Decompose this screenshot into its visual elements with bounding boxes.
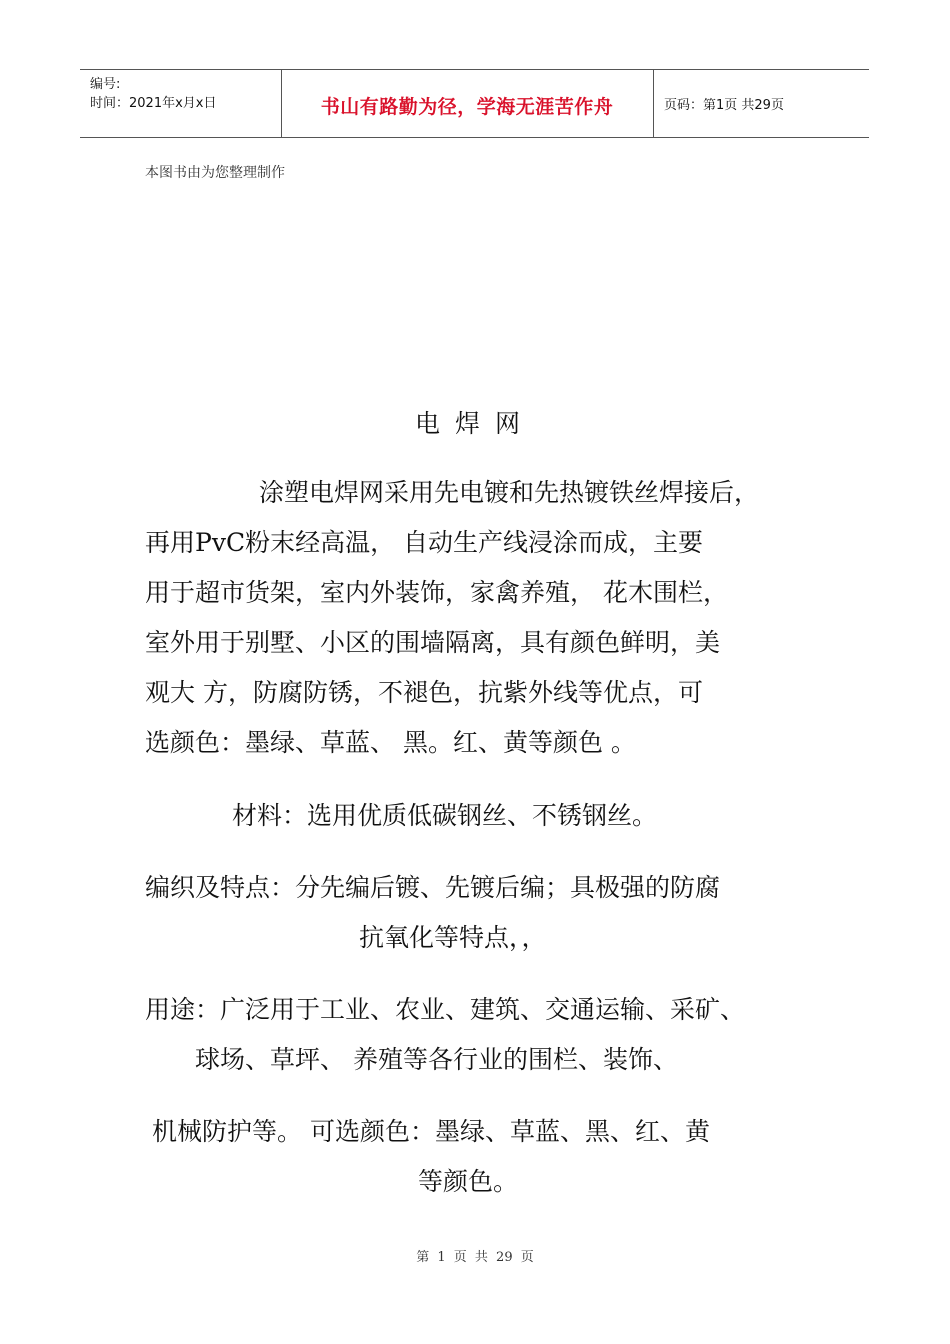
paragraph-line: 选颜色：墨绿、草蓝、 黑。红、黄等颜色 。: [145, 728, 636, 757]
usage-line: 机械防护等。 可选颜色：墨绿、草蓝、黑、红、黄: [152, 1117, 710, 1146]
usage-line: 用途：广泛用于工业、农业、建筑、交通运输、采矿、: [145, 995, 746, 1024]
weave-line: 编织及特点：分先编后镀、先镀后编；具极强的防腐: [145, 873, 721, 902]
paragraph-line: 涂塑电焊网采用先电镀和先热镀铁丝焊接后，: [259, 478, 760, 507]
document-number-label: 编号:: [90, 77, 121, 92]
paragraph-line: 用于超市货架，室内外装饰，家禽养殖， 花木围栏，: [145, 578, 728, 607]
paragraph-line: 观大 方，防腐防锈，不褪色，抗紫外线等优点，可: [145, 678, 703, 707]
source-note: 本图书由为您整理制作: [145, 165, 285, 181]
material-line: 材料：选用优质低碳钢丝、不锈钢丝。: [232, 801, 658, 830]
header-motto-cell: [281, 70, 654, 137]
page-footer: 第 1 页 共 29 页: [416, 1250, 534, 1265]
usage-line: 等颜色。: [418, 1167, 519, 1196]
header-meta-cell: [80, 70, 282, 137]
document-title: 电焊网: [414, 409, 535, 438]
header-page-cell: [653, 70, 869, 137]
header-page-info: 页码：第1页 共29页: [664, 98, 784, 113]
paragraph-line: 室外用于别墅、小区的围墙隔离，具有颜色鲜明，美: [145, 628, 721, 657]
document-date: 时间：2021年x月x日: [90, 96, 217, 111]
document-header: [80, 69, 869, 138]
header-motto: 书山有路勤为径，学海无涯苦作舟: [320, 96, 614, 118]
weave-line: 抗氧化等特点，，: [359, 923, 547, 952]
usage-line: 球场、草坪、 养殖等各行业的围栏、装饰、: [195, 1045, 678, 1074]
paragraph-line: 再用PvC粉末经高温， 自动生产线浸涂而成，主要: [145, 528, 704, 557]
